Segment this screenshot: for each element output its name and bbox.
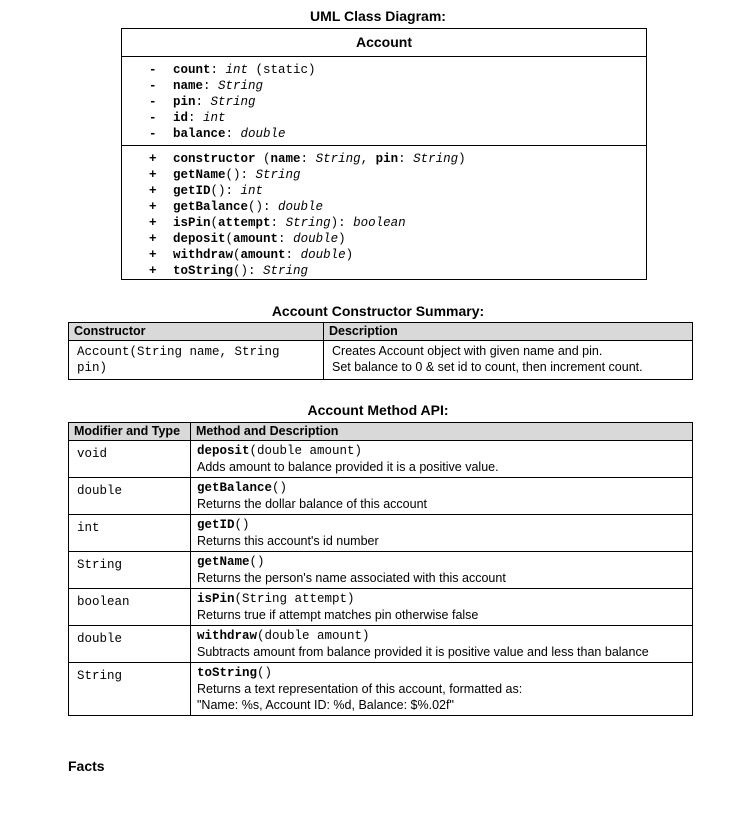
table-row: [69, 589, 693, 626]
method-cell: [191, 663, 693, 716]
sig-text: :: [278, 232, 294, 246]
modifier-col-header: Modifier and Type: [69, 423, 191, 441]
method-signature: [173, 215, 406, 231]
modifier-cell: String: [69, 552, 191, 589]
attribute-sep: :: [225, 127, 241, 141]
uml-class-name: Account: [122, 29, 646, 57]
sig-text: (: [225, 232, 234, 246]
method-description: Adds amount to balance provided it is a positive value.: [197, 460, 499, 474]
attribute-type: double: [240, 127, 286, 141]
modifier-cell: boolean: [69, 589, 191, 626]
method-signature: [173, 151, 466, 167]
method-identifier: getName: [197, 555, 250, 569]
sig-type: double: [278, 200, 324, 214]
method-params: (): [234, 518, 250, 532]
method-identifier: deposit: [197, 444, 250, 458]
uml-method: [122, 247, 646, 263]
table-row: [69, 552, 693, 589]
sig-bold: getID: [173, 184, 211, 198]
visibility-marker: -: [149, 63, 157, 77]
sig-type: String: [263, 264, 309, 278]
modifier-cell: String: [69, 663, 191, 716]
method-cell: [191, 552, 693, 589]
sig-type: String: [315, 152, 361, 166]
method-signature: [173, 183, 263, 199]
sig-type: int: [240, 184, 264, 198]
table-row: [69, 341, 693, 380]
sig-type: String: [285, 216, 331, 230]
ctor-col-header: Constructor: [69, 323, 324, 341]
visibility-marker: +: [149, 184, 157, 198]
modifier-cell: int: [69, 515, 191, 552]
uml-class-box: [121, 28, 647, 280]
attribute-sep: :: [210, 63, 226, 77]
uml-method: [122, 263, 646, 279]
method-description: Returns this account's id number: [197, 534, 379, 548]
sig-text: ():: [210, 184, 241, 198]
sig-text: :: [398, 152, 414, 166]
sig-bold: attempt: [218, 216, 271, 230]
method-signature: [173, 199, 323, 215]
sig-text: ():: [248, 200, 279, 214]
method-cell: [191, 478, 693, 515]
visibility-marker: +: [149, 248, 157, 262]
ctor-desc-line1: Creates Account object with given name and pin.: [332, 344, 603, 358]
attribute-sep: :: [203, 79, 219, 93]
sig-type: double: [293, 232, 339, 246]
method-name: [197, 443, 686, 459]
attribute-name: name: [173, 79, 204, 93]
method-description: Returns true if attempt matches pin otherwise false: [197, 608, 479, 622]
uml-attributes-section: [122, 57, 646, 146]
visibility-marker: +: [149, 232, 157, 246]
sig-text: ): [345, 248, 354, 262]
method-name: [197, 480, 686, 496]
ctor-description: [324, 341, 693, 380]
sig-type: String: [255, 168, 301, 182]
attribute-sep: :: [188, 111, 204, 125]
sig-bold: isPin: [173, 216, 211, 230]
desc-col-header: Description: [324, 323, 693, 341]
visibility-marker: -: [149, 111, 157, 125]
uml-attribute: [122, 62, 646, 78]
uml-attribute: [122, 94, 646, 110]
attribute-type: String: [210, 95, 256, 109]
sig-bold: amount: [240, 248, 286, 262]
table-row: [69, 515, 693, 552]
table-row: [69, 626, 693, 663]
uml-attribute: [122, 78, 646, 94]
api-heading: Account Method API:: [307, 402, 449, 418]
visibility-marker: +: [149, 264, 157, 278]
sig-type: String: [413, 152, 459, 166]
ctor-summary-heading: Account Constructor Summary:: [271, 303, 485, 319]
attribute-name: pin: [173, 95, 196, 109]
attribute-type: int: [203, 111, 226, 125]
sig-text: ():: [225, 168, 256, 182]
uml-method: [122, 231, 646, 247]
method-params: (double amount): [249, 444, 363, 458]
sig-text: ():: [233, 264, 264, 278]
sig-text: (: [210, 216, 219, 230]
visibility-marker: -: [149, 95, 157, 109]
method-cell: [191, 589, 693, 626]
sig-bold: name: [270, 152, 301, 166]
method-cell: [191, 441, 693, 478]
attribute-signature: [173, 62, 316, 78]
attribute-type: int: [225, 63, 249, 77]
method-description: Returns the dollar balance of this account: [197, 497, 427, 511]
method-signature: [173, 167, 301, 183]
sig-bold: amount: [233, 232, 279, 246]
uml-method: [122, 167, 646, 183]
sig-text: ): [338, 232, 346, 246]
method-name: [197, 517, 686, 533]
sig-bold: pin: [375, 152, 399, 166]
method-params: (): [249, 555, 265, 569]
uml-method: [122, 151, 646, 167]
modifier-cell: double: [69, 478, 191, 515]
sig-text: ): [458, 152, 466, 166]
sig-bold: getBalance: [173, 200, 249, 214]
method-name: [197, 628, 686, 644]
modifier-cell: void: [69, 441, 191, 478]
method-params: (): [272, 481, 288, 495]
ctor-summary-table: [68, 322, 693, 380]
attribute-signature: [173, 126, 286, 142]
attribute-extra: (static): [248, 63, 316, 77]
sig-text: :: [285, 248, 301, 262]
method-description: Returns the person's name associated with this account: [197, 571, 506, 585]
table-row: [69, 478, 693, 515]
visibility-marker: -: [149, 79, 157, 93]
method-api-table: [68, 422, 693, 716]
sig-bold: toString: [173, 264, 234, 278]
method-signature: [173, 247, 353, 263]
method-name: [197, 591, 686, 607]
uml-method: [122, 183, 646, 199]
ctor-signature: Account(String name, String pin): [69, 341, 324, 380]
attribute-name: count: [173, 63, 211, 77]
attribute-signature: [173, 110, 226, 126]
ctor-desc-line2: Set balance to 0 & set id to count, then increment count.: [332, 360, 643, 374]
sig-text: (: [255, 152, 271, 166]
method-description: Returns a text representation of this account, formatted as:: [197, 682, 523, 696]
visibility-marker: +: [149, 168, 157, 182]
sig-text: :: [300, 152, 316, 166]
method-description-extra: "Name: %s, Account ID: %d, Balance: $%.02f": [197, 698, 454, 712]
sig-text: :: [270, 216, 286, 230]
method-identifier: getBalance: [197, 481, 273, 495]
method-params: (String attempt): [234, 592, 355, 606]
attribute-signature: [173, 78, 263, 94]
method-signature: [173, 263, 308, 279]
table-row: [69, 663, 693, 716]
modifier-cell: double: [69, 626, 191, 663]
method-name: [197, 554, 686, 570]
method-cell: [191, 515, 693, 552]
uml-method: [122, 199, 646, 215]
method-identifier: isPin: [197, 592, 235, 606]
table-row: [69, 441, 693, 478]
sig-bold: getName: [173, 168, 226, 182]
method-identifier: getID: [197, 518, 235, 532]
method-description: Subtracts amount from balance provided it is positive value and less than balance: [197, 645, 649, 659]
method-signature: [173, 231, 346, 247]
method-params: (double amount): [257, 629, 370, 643]
sig-bold: deposit: [173, 232, 226, 246]
attribute-name: balance: [173, 127, 226, 141]
method-params: (): [257, 666, 273, 680]
facts-heading: Facts: [68, 758, 105, 774]
uml-method: [122, 215, 646, 231]
uml-attribute: [122, 126, 646, 142]
visibility-marker: +: [149, 216, 157, 230]
attribute-sep: :: [195, 95, 211, 109]
visibility-marker: +: [149, 152, 157, 166]
sig-text: ):: [330, 216, 354, 230]
sig-type: boolean: [353, 216, 406, 230]
uml-attribute: [122, 110, 646, 126]
sig-text: (: [233, 248, 241, 262]
uml-methods-section: [122, 146, 646, 279]
method-identifier: toString: [197, 666, 258, 680]
uml-heading: UML Class Diagram:: [310, 8, 446, 24]
attribute-type: String: [218, 79, 264, 93]
visibility-marker: -: [149, 127, 157, 141]
visibility-marker: +: [149, 200, 157, 214]
attribute-name: id: [173, 111, 189, 125]
method-name: [197, 665, 686, 681]
sig-type: double: [300, 248, 346, 262]
method-cell: [191, 626, 693, 663]
attribute-signature: [173, 94, 256, 110]
method-identifier: withdraw: [197, 629, 258, 643]
sig-text: ,: [360, 152, 376, 166]
method-col-header: Method and Description: [191, 423, 693, 441]
sig-bold: withdraw: [173, 248, 234, 262]
sig-bold: constructor: [173, 152, 256, 166]
